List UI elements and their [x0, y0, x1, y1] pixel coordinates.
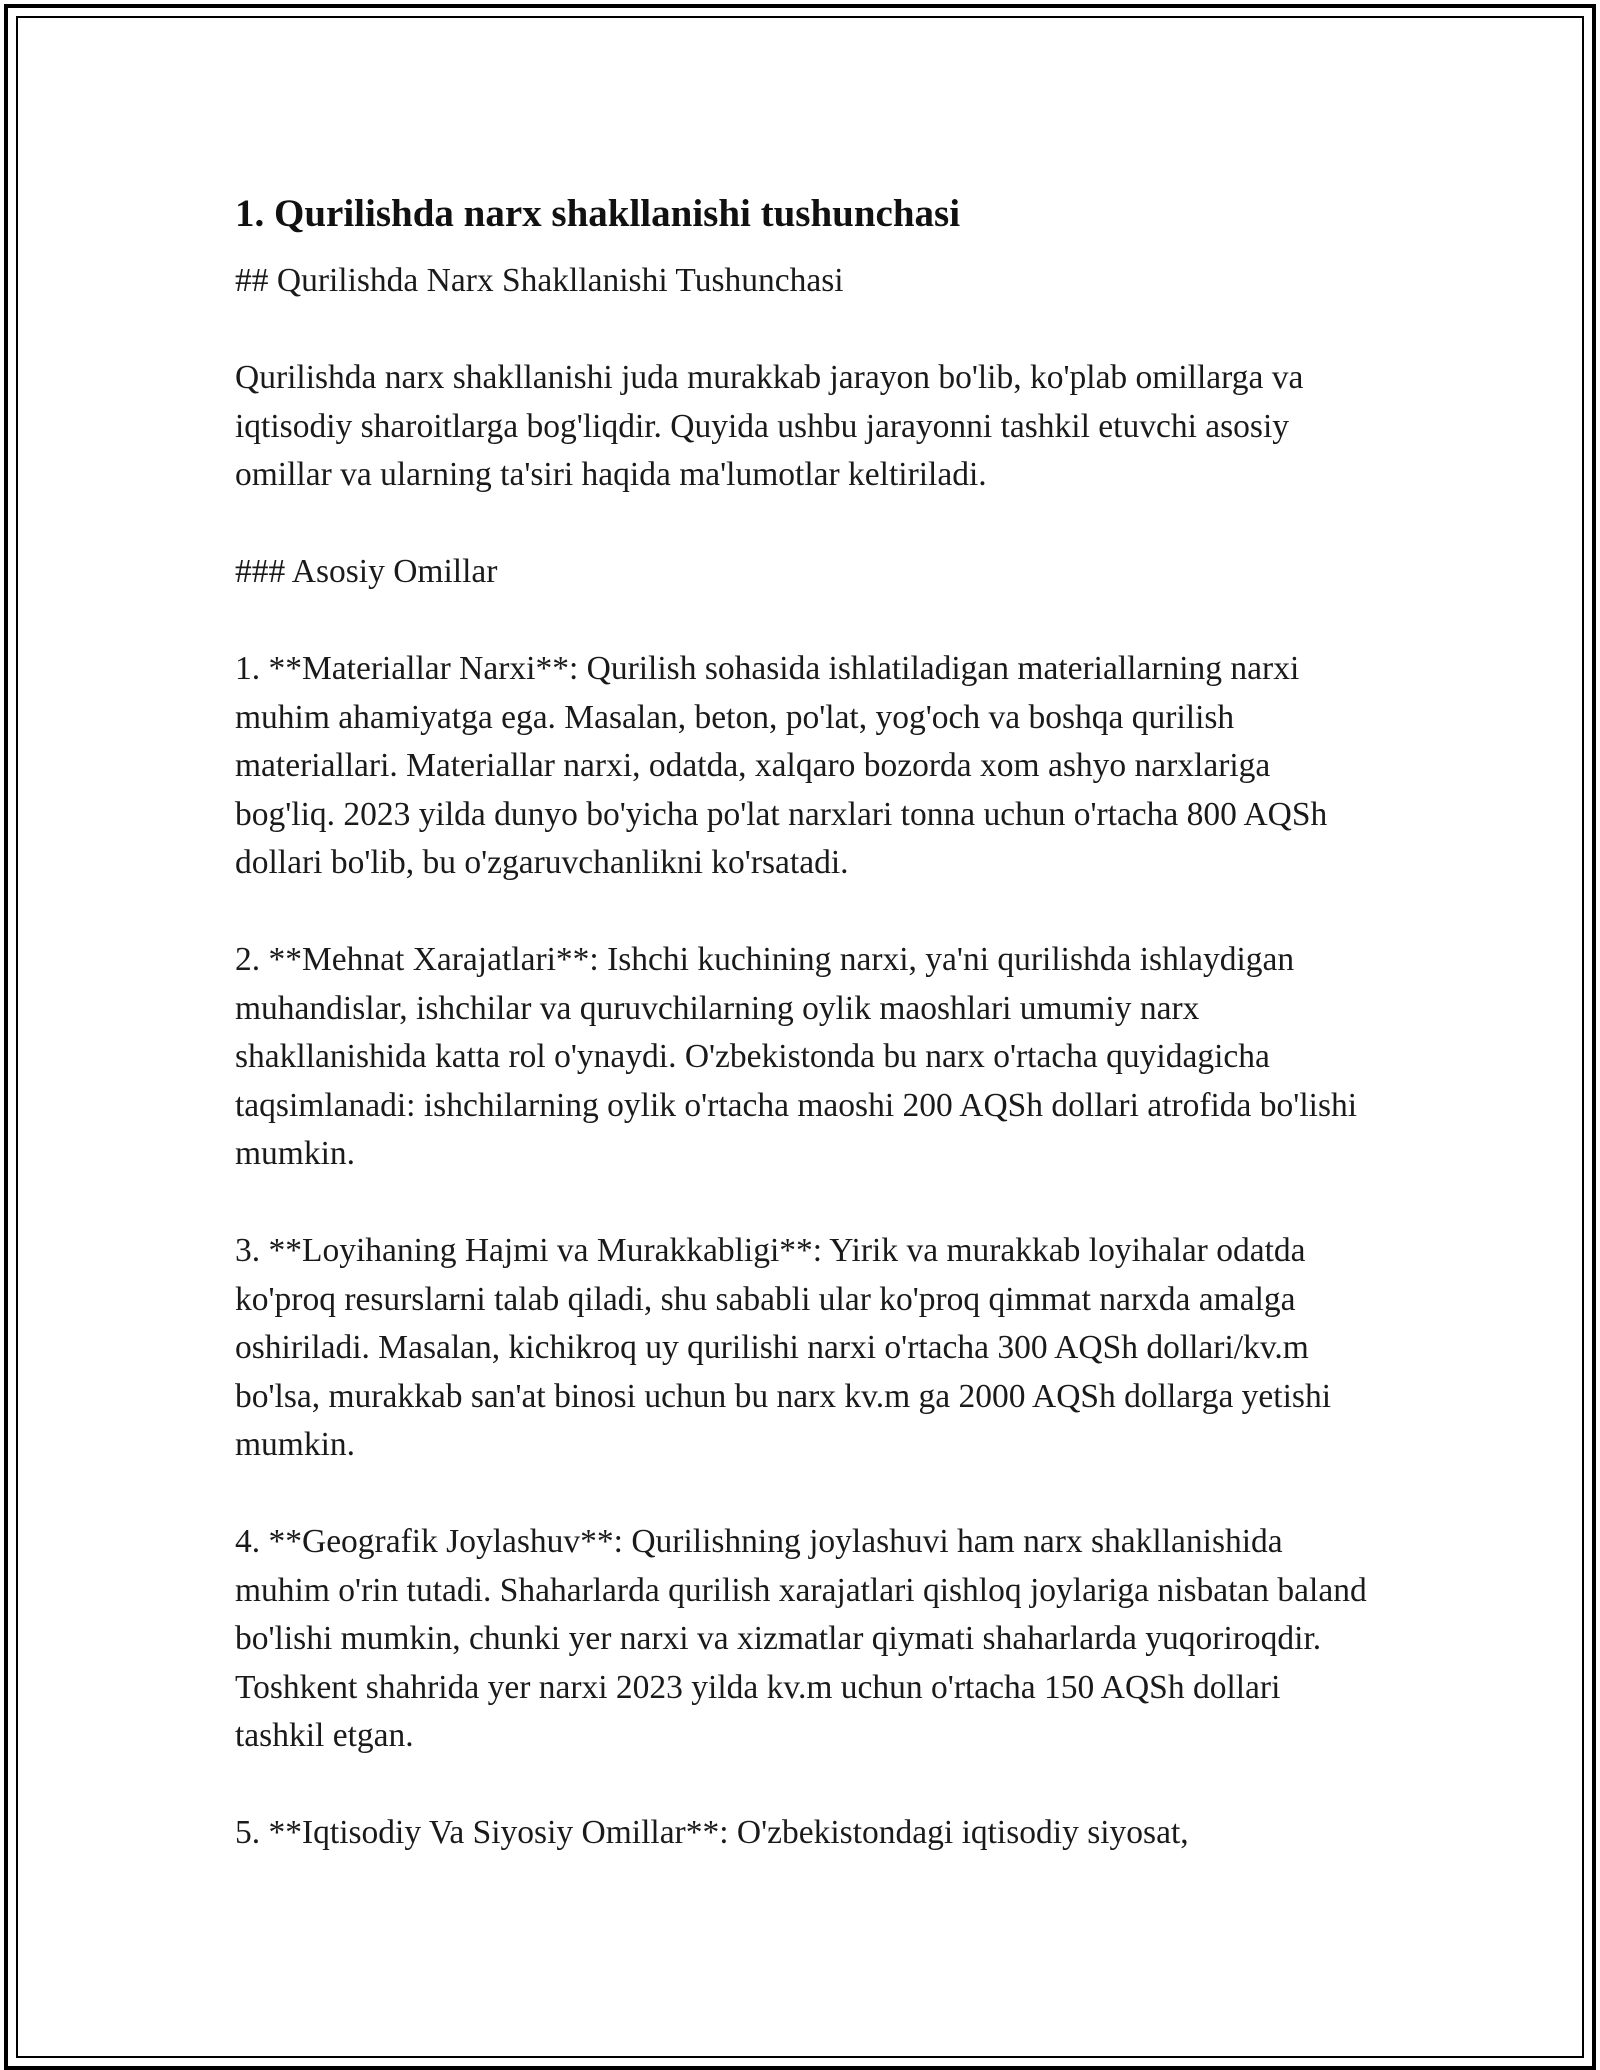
list-item-project-scale: 3. **Loyihaning Hajmi va Murakkabligi**: Yirik va murakkab loyihalar odatda ko'proq resurslarni talab qiladi, shu sababli ular ko'proq qimmat narxda amalga oshiriladi. Masalan, kichikroq uy qurilishi narxi o'rtacha 300 AQSh dollari/kv.m bo'lsa, murakkab san'at binosi uchun bu narx kv.m ga 2000 AQSh dollarga yetishi mumkin. — [235, 1232, 1332, 1463]
list-item-materials: 1. **Materiallar Narxi**: Qurilish sohasida ishlatiladigan materiallarning narxi muhim ahamiyatga ega. Masalan, beton, po'lat, yog'och va boshqa qurilish materiallari. Materiallar narxi, odatda, xalqaro bozorda xom ashyo narxlariga bog'liq. 2023 yilda dunyo bo'yicha po'lat narxlari tonna uchun o'rtacha 800 AQSh dollari bo'lib, bu o'zgaruvchanlikni ko'rsatadi. — [235, 650, 1328, 881]
list-item-economic-political: 5. **Iqtisodiy Va Siyosiy Omillar**: O'zbekistondagi iqtisodiy siyosat, — [235, 1814, 1189, 1851]
intro-paragraph: Qurilishda narx shakllanishi juda murakkab jarayon bo'lib, ko'plab omillarga va iqtisodiy sharoitlarga bog'liqdir. Quyida ushbu jarayonni tashkil etuvchi asosiy omillar va ularning ta'siri haqida ma'lumotlar keltiriladi. — [235, 359, 1304, 493]
list-item-labor-costs: 2. **Mehnat Xarajatlari**: Ishchi kuchining narxi, ya'ni qurilishda ishlaydigan muhandislar, ishchilar va quruvchilarning oylik maoshlari umumiy narx shakllanishida katta rol o'ynaydi. O'zbekistonda bu narx o'rtacha quyidagicha taqsimlanadi: ishchilarning oylik o'rtacha maoshi 200 AQSh dollari atrofida bo'lishi mumkin. — [235, 941, 1358, 1172]
list-item-geographic-location: 4. **Geografik Joylashuv**: Qurilishning joylashuvi ham narx shakllanishida muhim o'rin tutadi. Shaharlarda qurilish xarajatlari qishloq joylariga nisbatan baland bo'lishi mumkin, chunki yer narxi va xizmatlar qiymati shaharlarda yuqoriroqdir. Toshkent shahrida yer narxi 2023 yilda kv.m uchun o'rtacha 150 AQSh dollari tashkil etgan. — [235, 1523, 1367, 1754]
subsection-heading: ### Asosiy Omillar — [235, 553, 498, 590]
document-title: 1. Qurilishda narx shakllanishi tushunchasi — [235, 192, 961, 235]
section-heading: ## Qurilishda Narx Shakllanishi Tushunchasi — [235, 262, 844, 299]
document-body — [235, 185, 1375, 1906]
